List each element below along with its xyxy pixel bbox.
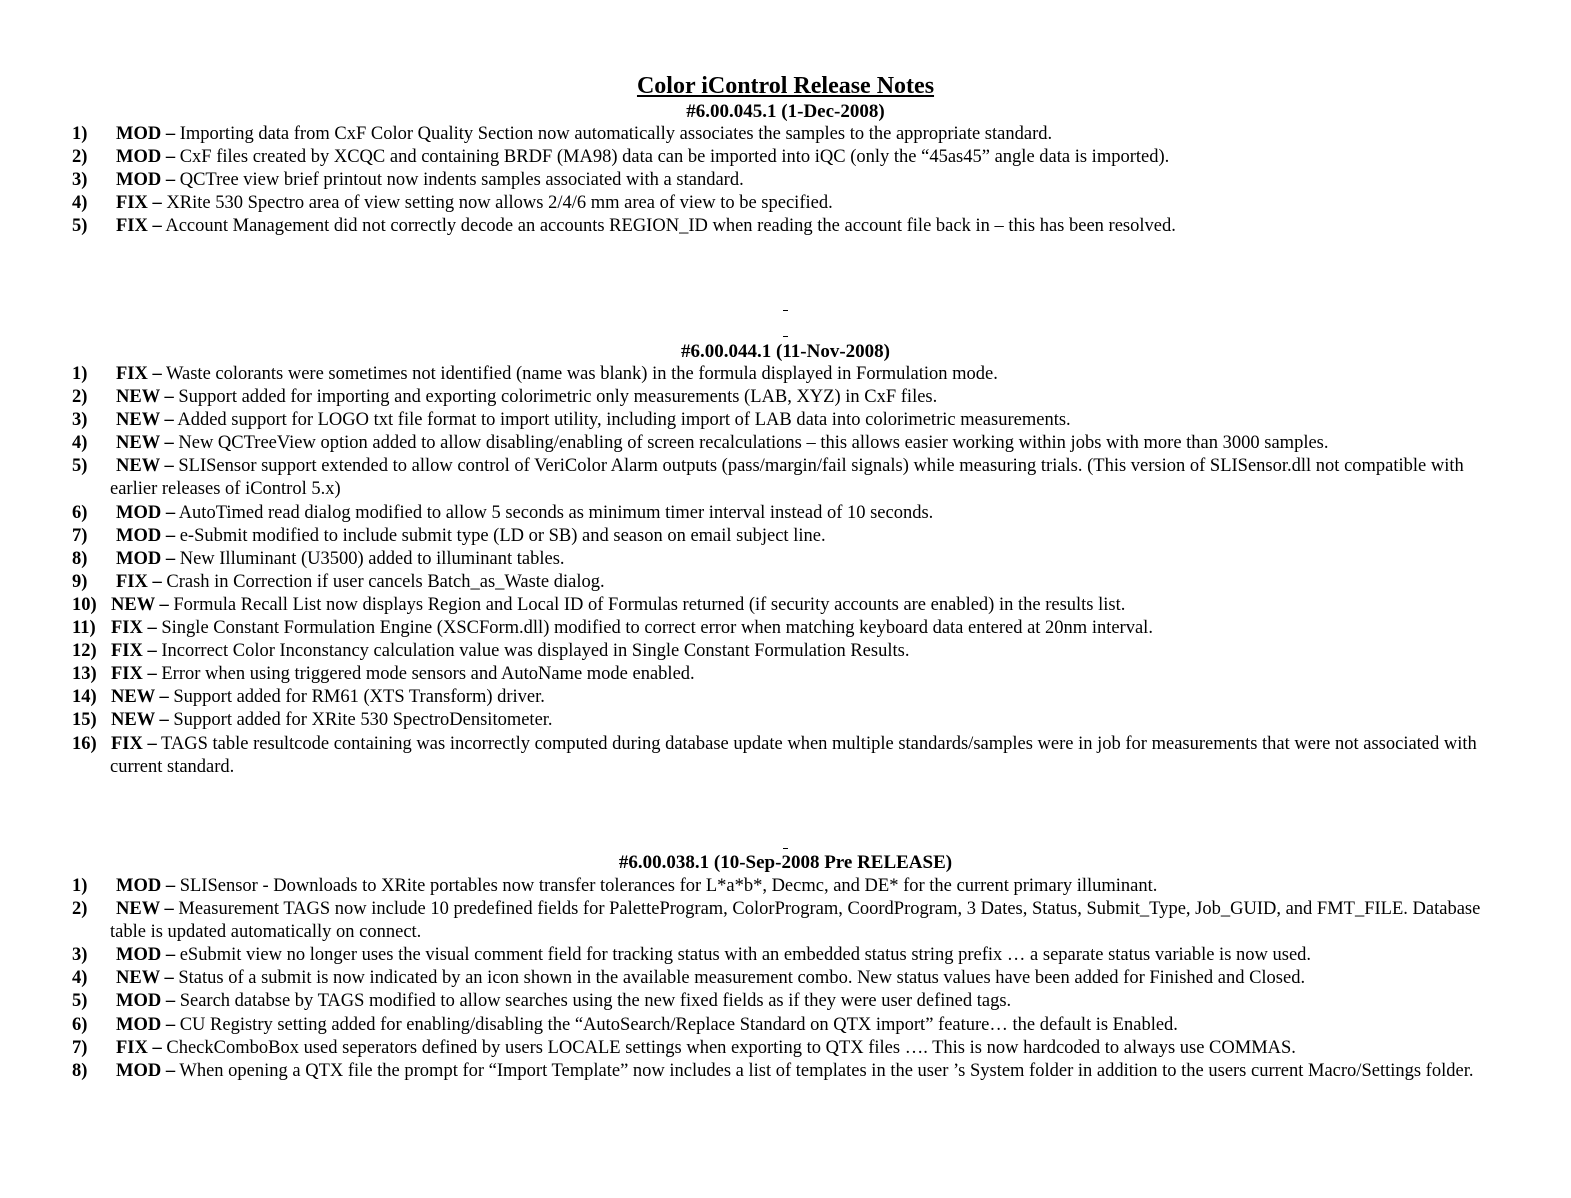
release-notes-list — [72, 363, 1512, 779]
item-number: 3) — [72, 170, 88, 191]
change-type-tag: NEW – — [116, 968, 174, 989]
release-note-item — [72, 525, 1512, 548]
change-type-tag: FIX – — [111, 733, 157, 754]
change-type-tag: MOD – — [116, 502, 176, 523]
item-number: 5) — [72, 456, 88, 477]
change-type-tag: MOD – — [116, 1060, 176, 1081]
release-note-item — [72, 594, 1512, 617]
change-type-tag: MOD – — [116, 991, 176, 1012]
change-type-tag: NEW – — [111, 710, 169, 731]
change-type-tag: MOD – — [116, 1014, 176, 1035]
item-number: 2) — [72, 387, 88, 408]
release-note-item — [72, 123, 1512, 146]
release-note-item — [72, 146, 1512, 169]
change-type-tag: NEW – — [116, 899, 174, 920]
change-description: Measurement TAGS now include 10 predefined fields for PaletteProgram, ColorProgram, CoordProgram, 3 Dates, Status, Submit_Type, Job_GUID, and FMT_FILE. Database table is updated automatically on connect. — [110, 899, 1481, 943]
change-description: Support added for importing and exporting colorimetric only measurements (LAB, XYZ) in CxF files. — [173, 387, 938, 408]
item-number: 5) — [72, 991, 88, 1012]
change-description: QCTree view brief printout now indents samples associated with a standard. — [175, 170, 744, 191]
change-description: SLISensor support extended to allow control of VeriColor Alarm outputs (pass/margin/fail signals) while measuring trials. (This version of SLISensor.dll not compatible with earlier releases of iControl 5.x) — [110, 456, 1464, 500]
release-note-item — [72, 875, 1512, 898]
change-description: TAGS table resultcode containing was incorrectly computed during database update when multiple standards/samples were in job for measurements that were not associated with current standard. — [110, 733, 1477, 777]
release-note-item — [72, 571, 1512, 594]
change-description: CheckComboBox used seperators defined by users LOCALE settings when exporting to QTX files …. This is now hardcoded to always use COMMAS. — [161, 1037, 1296, 1058]
release-note-item — [72, 455, 1512, 501]
item-number: 16) — [72, 733, 97, 754]
item-number: 1) — [72, 124, 88, 144]
release-note-item — [72, 898, 1512, 944]
change-description: Status of a submit is now indicated by an icon shown in the available measurement combo. New status values have been added for Finished and Closed. — [173, 968, 1306, 989]
item-number: 2) — [72, 147, 88, 168]
release-note-item — [72, 169, 1512, 192]
change-type-tag: MOD – — [116, 945, 176, 966]
change-type-tag: FIX – — [111, 641, 157, 662]
release-note-item — [72, 409, 1512, 432]
change-type-tag: MOD – — [116, 170, 176, 191]
item-number: 15) — [72, 710, 97, 731]
item-number: 7) — [72, 1037, 88, 1058]
change-type-tag: NEW – — [111, 594, 169, 615]
item-number: 3) — [72, 410, 88, 431]
change-description: Formula Recall List now displays Region and Local ID of Formulas returned (if security accounts are enabled) in the results list. — [168, 594, 1126, 615]
item-number: 6) — [72, 1014, 88, 1035]
change-type-tag: MOD – — [116, 876, 176, 896]
item-number: 8) — [72, 1060, 88, 1081]
item-number: 13) — [72, 664, 97, 685]
change-type-tag: MOD – — [116, 124, 176, 144]
change-description: Waste colorants were sometimes not identified (name was blank) in the formula displayed in Formulation mode. — [161, 364, 998, 384]
change-description: Error when using triggered mode sensors and AutoName mode enabled. — [156, 664, 695, 685]
release-notes-list — [72, 875, 1512, 1083]
item-number: 3) — [72, 945, 88, 966]
change-description: XRite 530 Spectro area of view setting now allows 2/4/6 mm area of view to be specified. — [161, 193, 833, 214]
item-number: 10) — [72, 594, 97, 615]
release-note-item — [72, 944, 1512, 967]
change-description: e-Submit modified to include submit type (LD or SB) and season on email subject line. — [175, 525, 826, 546]
change-type-tag: NEW – — [116, 433, 174, 454]
change-description: Search databse by TAGS modified to allow searches using the new fixed fields as if they were user defined tags. — [175, 991, 1012, 1012]
change-type-tag: FIX – — [116, 193, 162, 214]
change-type-tag: NEW – — [116, 387, 174, 408]
item-number: 9) — [72, 571, 88, 592]
change-type-tag: NEW – — [116, 456, 174, 477]
section-heading: #6.00.044.1 (11-Nov-2008) — [681, 341, 890, 362]
release-note-item — [72, 192, 1512, 215]
change-description: Account Management did not correctly decode an accounts REGION_ID when reading the account file back in – this has been resolved. — [161, 216, 1176, 237]
change-type-tag: MOD – — [116, 525, 176, 546]
divider-mark — [783, 336, 788, 337]
change-description: Incorrect Color Inconstancy calculation value was displayed in Single Constant Formulation Results. — [156, 641, 910, 662]
item-number: 4) — [72, 433, 88, 454]
change-type-tag: FIX – — [111, 664, 157, 685]
change-description: When opening a QTX file the prompt for “Import Template” now includes a list of templates in the user ’s System folder in addition to the users current Macro/Settings folder. — [175, 1060, 1474, 1081]
item-number: 1) — [72, 876, 88, 896]
item-number: 7) — [72, 525, 88, 546]
release-notes-list — [72, 123, 1512, 238]
change-description: Support added for XRite 530 SpectroDensitometer. — [168, 710, 553, 731]
item-number: 1) — [72, 364, 88, 384]
release-note-item — [72, 432, 1512, 455]
divider-mark — [783, 310, 788, 311]
release-note-item — [72, 709, 1512, 732]
change-description: New QCTreeView option added to allow disabling/enabling of screen recalculations – this allows easier working within jobs with more than 3000 samples. — [173, 433, 1329, 454]
change-description: Single Constant Formulation Engine (XSCForm.dll) modified to correct error when matching keyboard data entered at 20nm interval. — [156, 618, 1153, 639]
change-type-tag: MOD – — [116, 548, 176, 569]
change-description: AutoTimed read dialog modified to allow 5 seconds as minimum timer interval instead of 10 seconds. — [175, 502, 934, 523]
item-number: 8) — [72, 548, 88, 569]
change-description: Crash in Correction if user cancels Batch_as_Waste dialog. — [161, 571, 605, 592]
change-description: SLISensor - Downloads to XRite portables now transfer tolerances for L*a*b*, Decmc, and DE* for the current primary illuminant. — [175, 876, 1158, 896]
document-title: Color iControl Release Notes — [636, 73, 935, 99]
item-number: 4) — [72, 193, 88, 214]
release-note-item — [72, 548, 1512, 571]
change-type-tag: FIX – — [116, 571, 162, 592]
item-number: 5) — [72, 216, 88, 237]
release-note-item — [72, 1060, 1512, 1083]
change-description: eSubmit view no longer uses the visual comment field for tracking status with an embedded status string prefix … a separate status variable is now used. — [175, 945, 1312, 966]
release-note-item — [72, 990, 1512, 1013]
change-description: CxF files created by XCQC and containing BRDF (MA98) data can be imported into iQC (only the “45as45” angle data is imported). — [175, 147, 1170, 168]
release-note-item — [72, 640, 1512, 663]
change-type-tag: NEW – — [116, 410, 174, 431]
change-type-tag: MOD – — [116, 147, 176, 168]
item-number: 11) — [72, 618, 96, 639]
release-note-item — [72, 1037, 1512, 1060]
item-number: 14) — [72, 687, 97, 708]
release-note-item — [72, 502, 1512, 525]
change-description: Added support for LOGO txt file format to import utility, including import of LAB data into colorimetric measurements. — [173, 410, 1071, 431]
release-note-item — [72, 215, 1512, 238]
release-note-item — [72, 363, 1512, 386]
release-note-item — [72, 686, 1512, 709]
change-description: Importing data from CxF Color Quality Section now automatically associates the samples to the appropriate standard. — [175, 124, 1053, 144]
change-type-tag: NEW – — [111, 687, 169, 708]
release-note-item — [72, 1014, 1512, 1037]
release-note-item — [72, 733, 1512, 779]
change-description: Support added for RM61 (XTS Transform) driver. — [168, 687, 545, 708]
item-number: 4) — [72, 968, 88, 989]
change-type-tag: FIX – — [116, 364, 162, 384]
release-note-item — [72, 386, 1512, 409]
change-type-tag: FIX – — [116, 216, 162, 237]
release-note-item — [72, 663, 1512, 686]
change-type-tag: FIX – — [116, 1037, 162, 1058]
release-note-item — [72, 617, 1512, 640]
item-number: 12) — [72, 641, 97, 662]
change-description: CU Registry setting added for enabling/disabling the “AutoSearch/Replace Standard on QTX import” feature… the default is Enabled. — [175, 1014, 1178, 1035]
change-description: New Illuminant (U3500) added to illuminant tables. — [175, 548, 565, 569]
section-heading: #6.00.038.1 (10-Sep-2008 Pre RELEASE) — [618, 852, 953, 873]
section-heading: #6.00.045.1 (1-Dec-2008) — [686, 101, 885, 122]
item-number: 2) — [72, 899, 88, 920]
change-type-tag: FIX – — [111, 618, 157, 639]
divider-mark — [783, 848, 788, 849]
release-note-item — [72, 967, 1512, 990]
item-number: 6) — [72, 502, 88, 523]
